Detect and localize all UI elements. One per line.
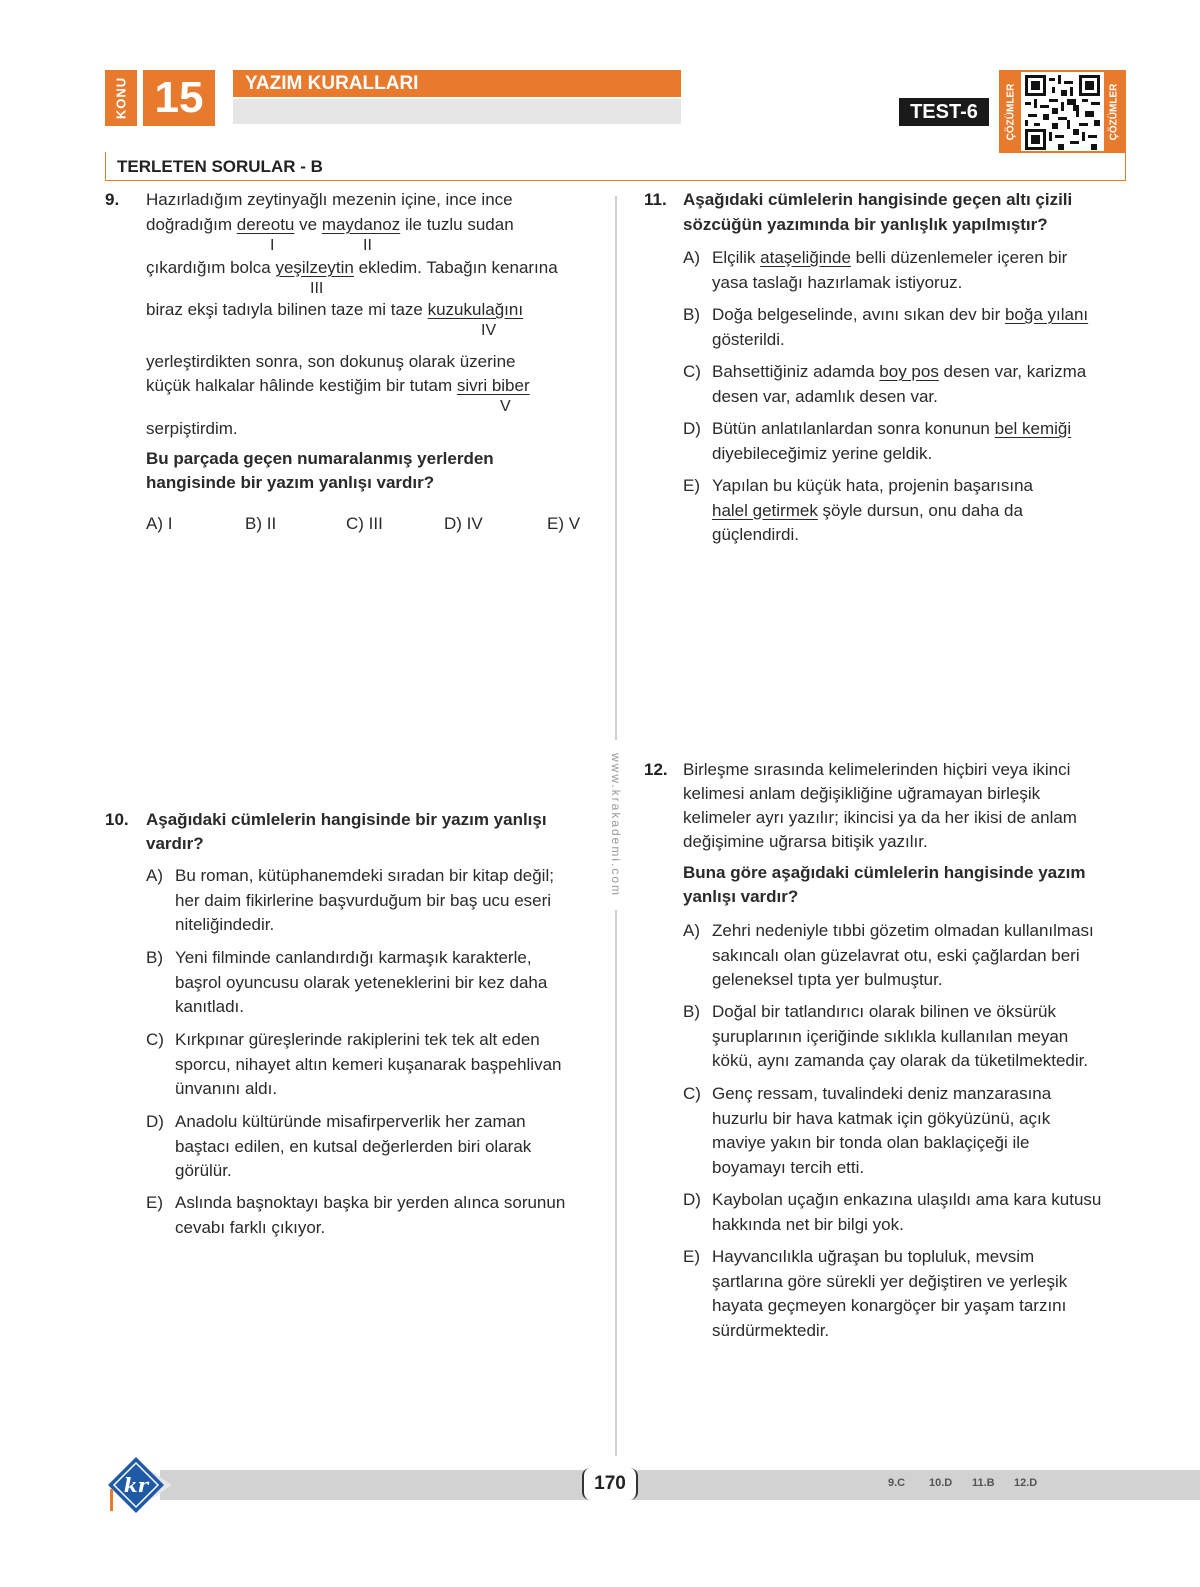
option-label: B) [146, 948, 163, 967]
q9-underlined-1: dereotu [236, 215, 295, 234]
q12-question-1: Buna göre aşağıdaki cümlelerin hangisinde yazım [683, 863, 1086, 882]
q9-roman-4: IV [481, 322, 497, 339]
option-text: maviye yakın bir tonda olan baklaçiçeği ile [712, 1133, 1030, 1152]
q9-underlined-2: maydanoz [321, 215, 401, 234]
option-label: A) [683, 921, 700, 940]
underlined-word: boğa yılanı [1004, 305, 1089, 324]
q11-option-d[interactable] [683, 417, 1153, 467]
q9-text: biraz ekşi tadıyla bilinen taze mi taze [146, 300, 428, 319]
option-text: Yeni filminde canlandırdığı karmaşık karakterle, [175, 948, 532, 967]
website-text: www.krakademi.com [609, 752, 623, 898]
section-title: TERLETEN SORULAR - B [117, 157, 323, 176]
q9-option-b[interactable]: B) II [245, 514, 277, 533]
q10-option-e[interactable] [146, 1191, 606, 1241]
qr-side-left-label: ÇÖZÜMLER [1005, 83, 1017, 140]
konu-label: KONU [113, 76, 129, 120]
option-text: her daim fikirlerine başvurduğum bir baş ucu eseri [175, 890, 552, 910]
q9-text: ekledim. Tabağın kenarına [353, 258, 558, 277]
q10-question-1: Aşağıdaki cümlelerin hangisinde bir yazım yanlışı [146, 810, 547, 829]
question-number-9: 9. [105, 190, 120, 209]
option-text: hakkında net bir bilgi yok. [712, 1214, 904, 1234]
option-text: ünvanını aldı. [175, 1079, 278, 1098]
q12-option-e[interactable] [683, 1245, 1163, 1343]
option-text: Zehri nedeniyle tıbbi gözetim olmadan kullanılması [712, 921, 1094, 940]
q9-roman-5: V [500, 398, 511, 415]
option-label: A) [683, 248, 700, 267]
option-text: niteliğindedir. [175, 915, 275, 934]
option-label: B) [683, 1002, 700, 1021]
konu-number: 15 [143, 70, 215, 126]
option-text: baştacı edilen, en kutsal değerlerden biri olarak [175, 1136, 532, 1156]
option-text: geleneksel tıpta yer bulmuştur. [712, 970, 943, 989]
option-text: Genç ressam, tuvalindeki deniz manzarasına [712, 1084, 1052, 1103]
q9-option-c[interactable]: C) III [346, 514, 383, 533]
option-text: şuruplarının içeriğinde sıklıkla kullanılan meyan [712, 1026, 1069, 1046]
option-text-part: Elçilik [712, 248, 761, 267]
q9-line-7: serpiştirdim. [146, 419, 238, 438]
footer-bar [160, 1470, 1200, 1500]
qr-side-right [1104, 72, 1124, 151]
option-label: C) [683, 362, 701, 381]
option-text [712, 499, 1142, 524]
q10-option-a[interactable] [146, 864, 606, 938]
q9-question-1: Bu parçada geçen numaralanmış yerlerden [146, 449, 494, 468]
answer-key-12: 12.D [1014, 1477, 1038, 1489]
q12-option-d[interactable] [683, 1188, 1163, 1238]
option-text-part: şöyle dursun, onu daha da [817, 500, 1023, 520]
q11-option-c[interactable] [683, 360, 1153, 410]
q9-text: çıkardığım bolca [146, 258, 276, 277]
option-text-part: Bahsettiğiniz adamda [712, 362, 880, 381]
option-text [712, 360, 1142, 385]
q9-line-5: yerleştirdikten sonra, son dokunuş olarak üzerine [146, 352, 516, 371]
option-label: D) [146, 1112, 164, 1131]
answer-key-11: 11.B [972, 1477, 995, 1489]
page-title: YAZIM KURALLARI [233, 70, 681, 97]
option-text-part: Doğa belgeselinde, avını sıkan dev bir [712, 305, 1005, 324]
option-text: Anadolu kültüründe misafirperverlik her zaman [175, 1112, 526, 1131]
option-label: B) [683, 305, 700, 324]
option-text: şartlarına göre sürekli yer değiştiren ve yerleşik [712, 1271, 1068, 1291]
option-label: C) [146, 1030, 164, 1049]
q10-option-c[interactable] [146, 1028, 606, 1102]
konu-tab [105, 70, 137, 126]
q9-text: doğradığım [146, 215, 237, 234]
option-text [712, 417, 1142, 442]
q9-roman-1: I [270, 237, 275, 254]
q9-option-a[interactable]: A) I [146, 514, 173, 533]
qr-side-right-label: ÇÖZÜMLER [1108, 83, 1120, 140]
q9-underlined-5: sivri biber [456, 376, 530, 395]
option-label: A) [146, 866, 163, 885]
option-label: E) [146, 1193, 163, 1212]
q10-question-2: vardır? [146, 834, 204, 853]
option-text: kökü, aynı zamanda çay olarak da tüketilmektedir. [712, 1051, 1089, 1070]
q11-question-1: Aşağıdaki cümlelerin hangisinde geçen altı çizili [683, 190, 1073, 209]
logo-text: kr [123, 1473, 149, 1497]
option-text: kanıtladı. [175, 997, 244, 1016]
q11-option-a[interactable] [683, 246, 1153, 296]
option-text: sürdürmektedir. [712, 1320, 830, 1340]
question-number-11: 11. [644, 190, 667, 209]
option-label: D) [683, 1190, 701, 1209]
q9-line-3 [146, 256, 606, 281]
option-text: Aslında başnoktayı başka bir yerden alınca sorunun [175, 1193, 566, 1212]
q12-question-2: yanlışı vardır? [683, 887, 799, 906]
section-header [105, 152, 1126, 181]
q9-question-2: hangisinde bir yazım yanlışı vardır? [146, 473, 435, 492]
option-text: Doğal bir tatlandırıcı olarak bilinen ve öksürük [712, 1002, 1056, 1021]
q9-line-6 [146, 374, 606, 399]
underlined-word: ataşeliğinde [760, 248, 851, 267]
solutions-qr-box[interactable] [999, 70, 1126, 153]
q12-option-a[interactable] [683, 919, 1163, 993]
page-number: 170 [582, 1468, 638, 1500]
option-text-part: desen var, karizma [938, 362, 1087, 381]
option-text: güçlendirdi. [712, 525, 799, 544]
q12-line-4: değişimine uğrarsa bitişik yazılır. [683, 832, 928, 851]
q9-underlined-4: kuzukulağını [427, 300, 524, 319]
option-text [712, 303, 1142, 328]
underlined-word: halel getirmek [712, 500, 818, 520]
question-number-10: 10. [105, 810, 129, 829]
answer-key-10: 10.D [929, 1477, 953, 1489]
q9-text: ile tuzlu sudan [400, 215, 514, 234]
website-watermark [603, 740, 629, 910]
q12-line-2: kelimesi anlam değişikliğine uğramayan birleşik [683, 784, 1041, 803]
qr-code-icon[interactable] [1025, 75, 1100, 150]
option-label: C) [683, 1084, 701, 1103]
option-text: sakıncalı olan güzelavrat otu, eski çağlardan beri [712, 945, 1080, 965]
q9-option-d[interactable]: D) IV [444, 514, 483, 533]
q9-line-1: Hazırladığım zeytinyağlı mezenin içine, ince ince [146, 190, 513, 209]
option-text: desen var, adamlık desen var. [712, 386, 938, 406]
option-text: görülür. [175, 1161, 232, 1180]
q9-text: küçük halkalar hâlinde kestiğim bir tutam [146, 376, 457, 395]
option-label: E) [683, 476, 700, 495]
option-text: Bu roman, kütüphanemdeki sıradan bir kitap değil; [175, 866, 554, 885]
option-text-part: belli düzenlemeler içeren bir [850, 248, 1068, 267]
q9-line-2 [146, 213, 606, 238]
option-text: Kırkpınar güreşlerinde rakiplerini tek tek alt eden [175, 1030, 540, 1049]
option-label: E) [683, 1247, 700, 1266]
option-text: huzurlu bir hava katmak için gökyüzünü, açık [712, 1108, 1051, 1128]
option-text: başrol oyuncusu olarak yeteneklerini bir kez daha [175, 972, 548, 992]
underlined-word: boy pos [879, 362, 939, 381]
option-text: gösterildi. [712, 329, 785, 349]
option-text: boyamayı tercih etti. [712, 1157, 865, 1177]
option-text: Hayvancılıkla uğraşan bu topluluk, mevsim [712, 1247, 1035, 1266]
q12-line-1: Birleşme sırasında kelimelerinden hiçbiri veya ikinci [683, 760, 1071, 779]
q9-roman-2: II [363, 237, 372, 254]
option-text: sporcu, nihayet altın kemeri kuşanarak başpehlivan [175, 1054, 562, 1074]
q11-question-2: sözcüğün yazımında bir yanlışlık yapılmıştır? [683, 215, 1048, 234]
q11-option-e[interactable] [683, 474, 1153, 548]
title-underbar [233, 99, 681, 124]
option-text [712, 246, 1142, 271]
q12-option-b[interactable] [683, 1000, 1163, 1074]
q12-option-c[interactable] [683, 1082, 1163, 1180]
q10-option-d[interactable] [146, 1110, 606, 1184]
q9-text: ve [294, 215, 322, 234]
qr-side-left [1001, 72, 1021, 151]
underlined-word: bel kemiği [994, 419, 1072, 438]
option-text: hayata geçmeyen konargöçer bir yaşam tarzını [712, 1296, 1067, 1315]
option-label: D) [683, 419, 701, 438]
q12-line-3: kelimeler ayrı yazılır; ikincisi ya da her ikisi de anlam [683, 808, 1077, 827]
option-text: Yapılan bu küçük hata, projenin başarısına [712, 476, 1034, 495]
option-text: diyebileceğimiz yerine geldik. [712, 443, 933, 463]
question-number-12: 12. [644, 760, 668, 779]
option-text: yasa taslağı hazırlamak istiyoruz. [712, 272, 963, 292]
option-text: cevabı farklı çıkıyor. [175, 1217, 326, 1237]
q10-option-b[interactable] [146, 946, 606, 1020]
q9-line-4 [146, 298, 606, 323]
q9-option-e[interactable]: E) V [547, 514, 581, 533]
option-text-part: Bütün anlatılanlardan sonra konunun [712, 419, 995, 438]
q9-underlined-3: yeşilzeytin [275, 258, 354, 277]
option-text: Kaybolan uçağın enkazına ulaşıldı ama kara kutusu [712, 1190, 1102, 1209]
q9-roman-3: III [310, 280, 324, 297]
kr-logo-icon [106, 1455, 166, 1515]
answer-key-9: 9.C [888, 1477, 906, 1489]
test-label: TEST-6 [899, 98, 989, 126]
q11-option-b[interactable] [683, 303, 1153, 353]
